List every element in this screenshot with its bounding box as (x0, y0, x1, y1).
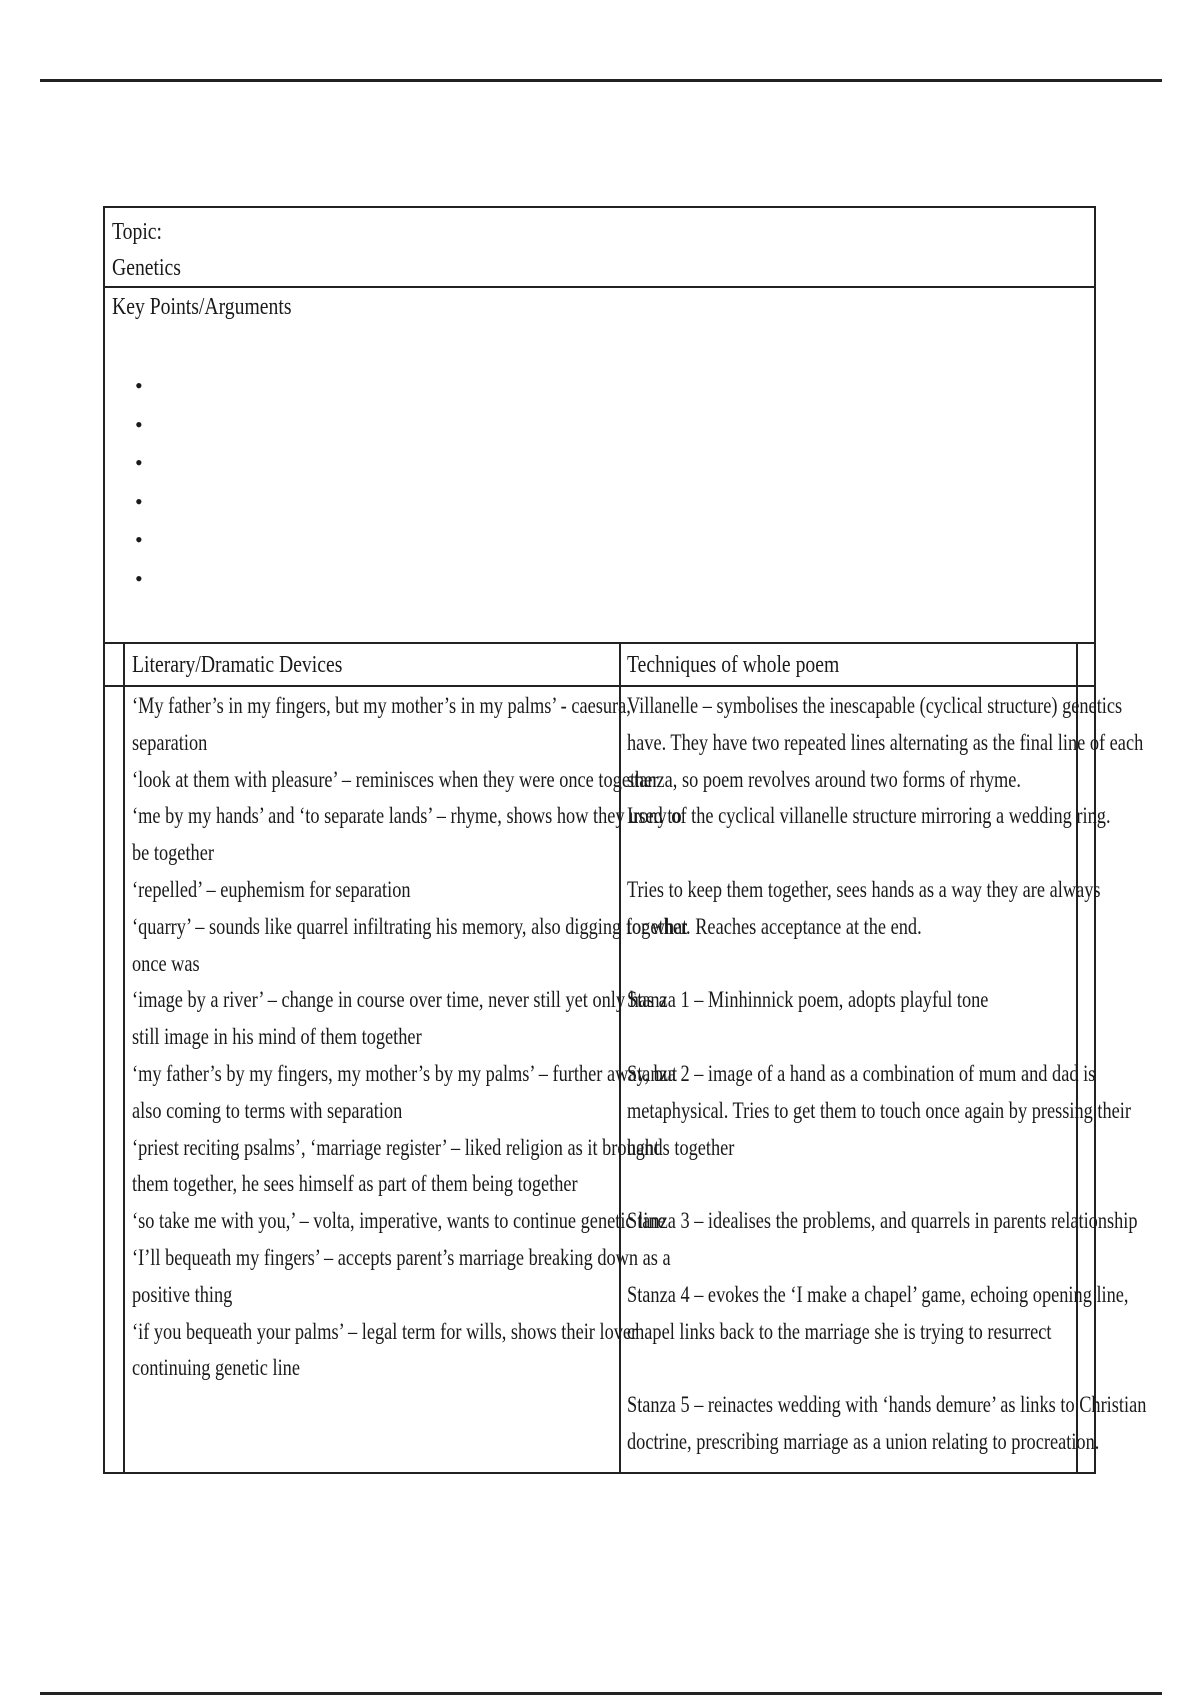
text-line: metaphysical. Tries to get them to touch once again by pressing their (627, 1097, 1131, 1124)
text-line: ‘so take me with you,’ – volta, imperative, wants to continue genetic line (132, 1208, 666, 1235)
text-line: ‘me by my hands’ and ‘to separate lands’ – rhyme, shows how they used to (132, 803, 682, 830)
text-line (627, 1166, 1146, 1203)
column-divider (123, 644, 125, 1472)
techniques-header: Techniques of whole poem (627, 652, 840, 678)
text-line: Tries to keep them together, sees hands as a way they are always (627, 876, 1101, 903)
bullet-item (135, 492, 143, 531)
text-line: once was (132, 950, 200, 977)
bullet-item (135, 453, 143, 492)
text-line: ‘look at them with pleasure’ – reminisces when they were once together (132, 766, 659, 793)
bullet-item (135, 530, 143, 569)
topic-section (105, 208, 1094, 288)
text-line: Stanza 2 – image of a hand as a combination of mum and dad is (627, 1060, 1096, 1087)
text-line: ‘if you bequeath your palms’ – legal term for wills, shows their lover (132, 1318, 638, 1345)
text-line: Irony of the cyclical villanelle structure mirroring a wedding ring. (627, 803, 1111, 830)
text-line: ‘My father’s in my fingers, but my mother’s in my palms’ - caesura, (132, 693, 631, 719)
text-line: Stanza 4 – evokes the ‘I make a chapel’ game, echoing opening line, (627, 1281, 1129, 1308)
topic-value: Genetics (112, 255, 181, 281)
text-line: Stanza 5 – reinactes wedding with ‘hands demure’ as links to Christian (627, 1392, 1147, 1419)
text-line: positive thing (132, 1281, 233, 1308)
key-points-section (105, 288, 1094, 644)
literary-devices-header: Literary/Dramatic Devices (132, 652, 343, 678)
header-divider (105, 685, 1094, 687)
text-line: them together, he sees himself as part of them being together (132, 1171, 578, 1198)
text-line (627, 946, 1146, 983)
key-points-label: Key Points/Arguments (112, 294, 292, 320)
bullet-item (135, 569, 143, 608)
text-line: also coming to terms with separation (132, 1097, 403, 1124)
text-line: ‘repelled’ – euphemism for separation (132, 876, 411, 903)
text-line: stanza, so poem revolves around two forms of rhyme. (627, 766, 1021, 793)
text-line (627, 835, 1146, 872)
text-line: Villanelle – symbolises the inescapable (cyclical structure) genetics (627, 693, 1123, 719)
text-line: ‘I’ll bequeath my fingers’ – accepts parent’s marriage breaking down as a (132, 1244, 671, 1271)
text-line: ‘my father’s by my fingers, my mother’s by my palms’ – further away, but (132, 1060, 678, 1087)
text-line: hands together (627, 1134, 735, 1161)
text-line: be together (132, 840, 214, 867)
text-line: ‘image by a river’ – change in course over time, never still yet only has a (132, 987, 667, 1014)
text-line: separation (132, 729, 208, 756)
text-line: together. Reaches acceptance at the end. (627, 913, 922, 940)
revision-sheet (103, 206, 1147, 1474)
text-line: chapel links back to the marriage she is trying to resurrect (627, 1318, 1052, 1345)
text-line (627, 1019, 1146, 1056)
bullet-item (135, 415, 143, 454)
footer-rule (40, 1692, 1162, 1695)
text-line: ‘quarry’ – sounds like quarrel infiltrating his memory, also digging for what (132, 913, 688, 940)
text-line: have. They have two repeated lines alternating as the final line of each (627, 729, 1144, 756)
text-line: Stanza 3 – idealises the problems, and quarrels in parents relationship (627, 1208, 1138, 1235)
text-line: Stanza 1 – Minhinnick poem, adopts playful tone (627, 987, 989, 1014)
header-rule (40, 79, 1162, 82)
topic-label: Topic: (112, 219, 163, 245)
text-line: doctrine, prescribing marriage as a union relating to procreation. (627, 1428, 1100, 1455)
bullet-item (135, 376, 143, 415)
key-points-list (135, 376, 143, 607)
devices-table (105, 644, 1147, 1472)
text-line (627, 1240, 1146, 1277)
text-line (627, 1350, 1146, 1387)
text-line: still image in his mind of them together (132, 1024, 422, 1051)
text-line: continuing genetic line (132, 1355, 300, 1382)
text-line: ‘priest reciting psalms’, ‘marriage register’ – liked religion as it brought (132, 1134, 660, 1161)
techniques-list (627, 688, 1200, 1461)
